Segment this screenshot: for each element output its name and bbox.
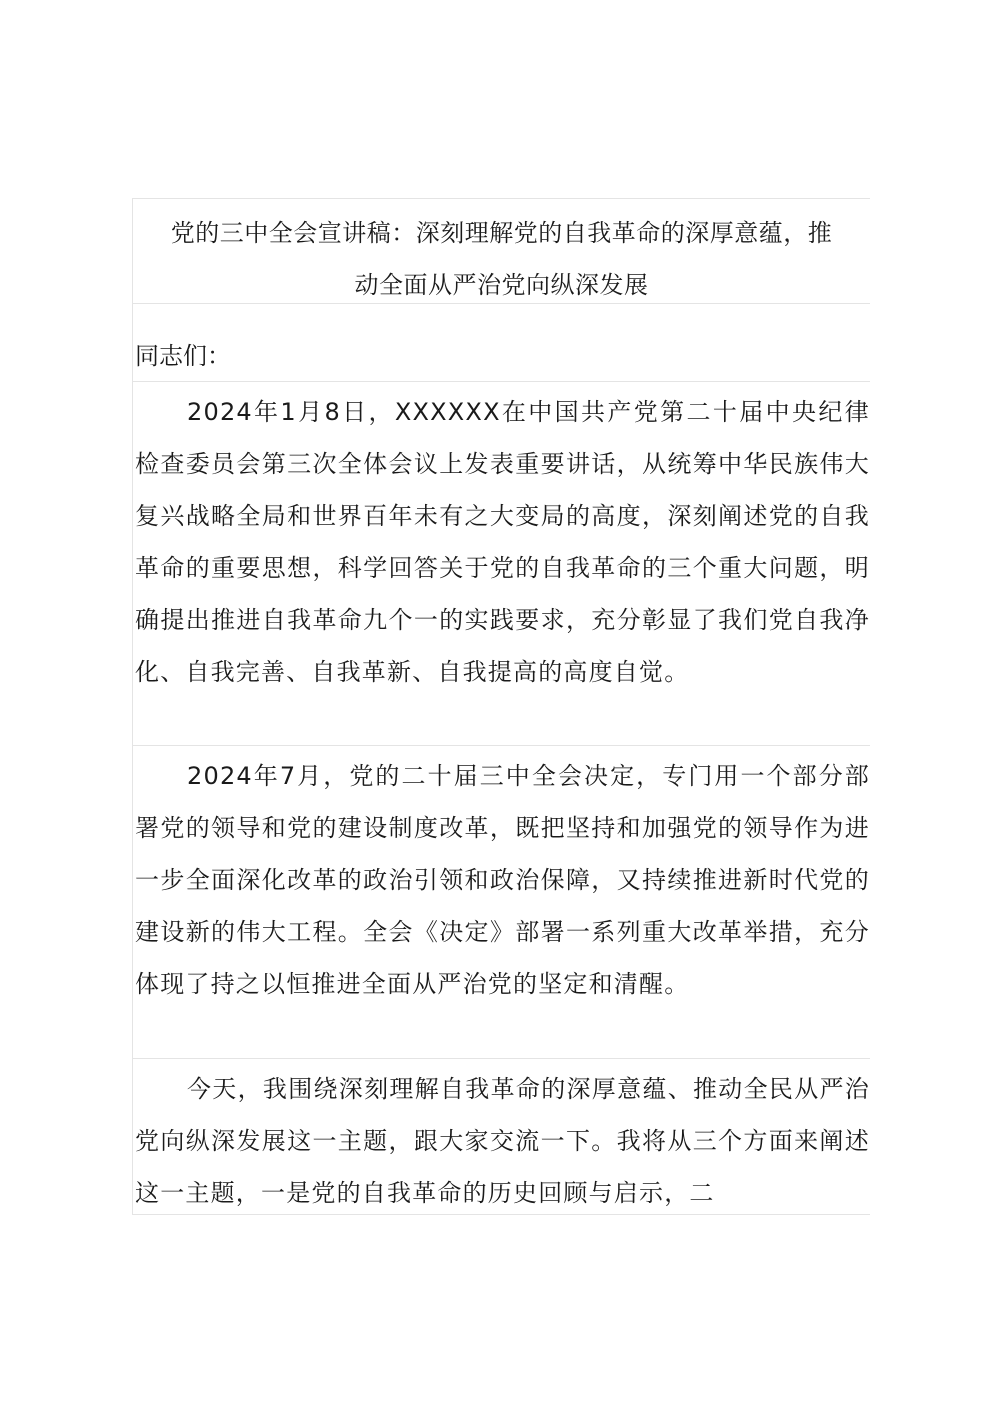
paragraph: 今天，我围绕深刻理解自我革命的深厚意蕴、推动全民从严治党向纵深发展这一主题，跟大家交流一下。我将从三个方面来阐述这一主题，一是党的自我革命的历史回顾与启示，二 <box>132 1058 870 1215</box>
title-line-1: 党的三中全会宣讲稿：深刻理解党的自我革命的深厚意蕴，推 <box>170 219 833 247</box>
document-title <box>132 198 870 303</box>
greeting: 同志们： <box>132 303 870 381</box>
document-page <box>132 198 870 1215</box>
paragraph: 2024年1月8日，XXXXXX在中国共产党第二十届中央纪律检查委员会第三次全体会议上发表重要讲话，从统筹中华民族伟大复兴战略全局和世界百年未有之大变局的高度，深刻阐述党的自我革命的重要思想，科学回答关于党的自我革命的三个重大问题，明确提出推进自我革命九个一的实践要求，充分彰显了我们党自我净化、自我完善、自我革新、自我提高的高度自觉。 <box>132 381 870 745</box>
title-line-2: 动全面从严治党向纵深发展 <box>354 271 649 299</box>
paragraph: 2024年7月，党的二十届三中全会决定，专门用一个部分部署党的领导和党的建设制度改革，既把坚持和加强党的领导作为进一步全面深化改革的政治引领和政治保障，又持续推进新时代党的建设新的伟大工程。全会《决定》部署一系列重大改革举措，充分体现了持之以恒推进全面从严治党的坚定和清醒。 <box>132 745 870 1058</box>
